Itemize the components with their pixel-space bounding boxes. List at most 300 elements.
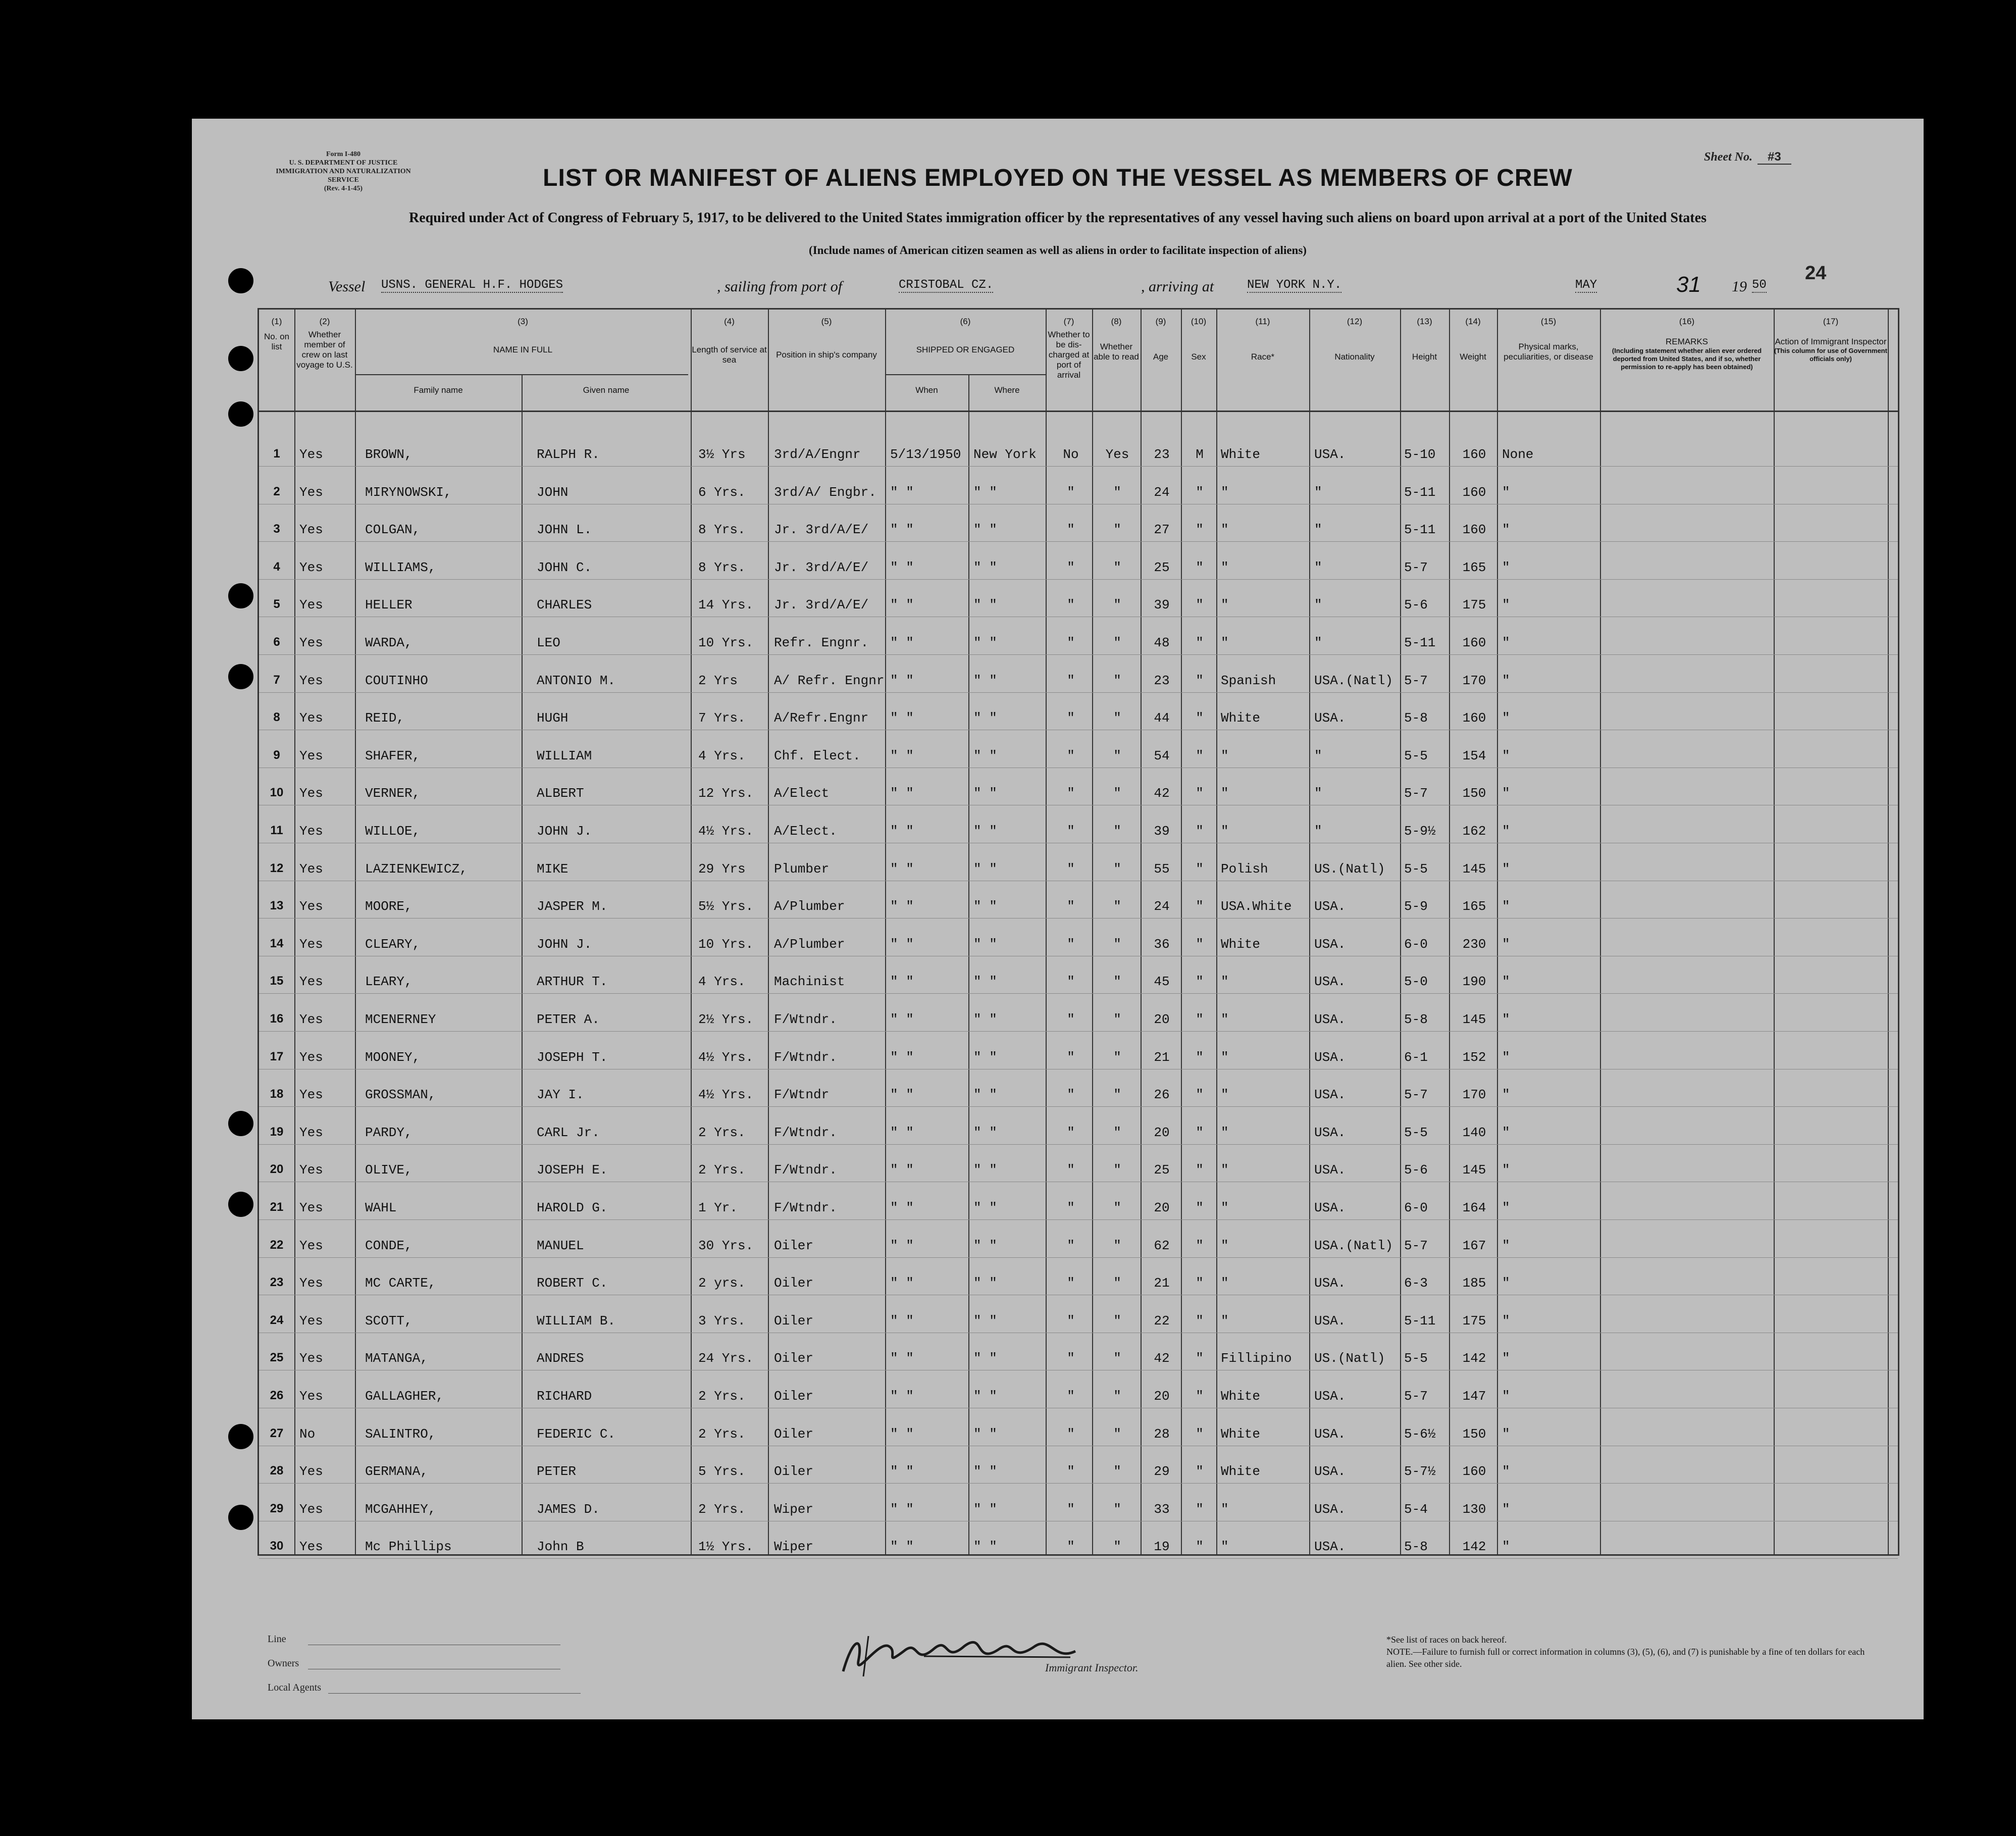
cell-discharged: " bbox=[1067, 974, 1075, 990]
cell-given-name: JOHN bbox=[537, 484, 568, 500]
col-17-number: (17) bbox=[1823, 317, 1839, 326]
cell-length-of-service: 2 Yrs. bbox=[698, 1125, 746, 1140]
cell-age: 23 bbox=[1154, 673, 1170, 688]
cell-physical-marks: " bbox=[1502, 1162, 1510, 1178]
cell-physical-marks: " bbox=[1502, 635, 1510, 650]
cell-physical-marks: " bbox=[1502, 1313, 1510, 1329]
cell-family-name: WAHL bbox=[365, 1200, 397, 1215]
cell-row-number: 1 bbox=[273, 447, 280, 461]
cell-given-name: LEO bbox=[537, 635, 560, 650]
cell-physical-marks: " bbox=[1502, 786, 1510, 801]
cell-able-to-read: " bbox=[1113, 1049, 1121, 1065]
cell-age: 39 bbox=[1154, 597, 1170, 613]
cell-height: 5-7 bbox=[1404, 1087, 1428, 1103]
cell-weight: 142 bbox=[1462, 1351, 1486, 1366]
cell-length-of-service: 2 Yrs bbox=[698, 673, 738, 688]
cell-given-name: PETER bbox=[537, 1464, 577, 1480]
cell-sex: " bbox=[1196, 1313, 1204, 1329]
col-header-height: Height bbox=[1412, 352, 1437, 362]
cell-discharged: No bbox=[1063, 447, 1079, 462]
cell-row-number: 16 bbox=[270, 1012, 284, 1026]
cell-position: F/Wtndr. bbox=[774, 1200, 837, 1215]
cell-weight: 190 bbox=[1462, 974, 1486, 990]
cell-able-to-read: " bbox=[1113, 1539, 1121, 1555]
row-rule bbox=[259, 1031, 1898, 1032]
cell-shipped-when: " " bbox=[890, 1464, 914, 1480]
cell-weight: 230 bbox=[1462, 936, 1486, 952]
cell-race: " bbox=[1221, 1087, 1229, 1103]
cell-crew-last-voyage: Yes bbox=[299, 1501, 323, 1517]
footer-line-label: Line bbox=[268, 1634, 286, 1645]
cell-length-of-service: 7 Yrs. bbox=[698, 710, 746, 726]
cell-race: " bbox=[1221, 1276, 1229, 1291]
cell-given-name: JASPER M. bbox=[537, 899, 608, 914]
cell-nationality: US.(Natl) bbox=[1314, 861, 1385, 877]
cell-position: Oiler bbox=[774, 1389, 814, 1404]
cell-physical-marks: " bbox=[1502, 748, 1510, 763]
cell-age: 22 bbox=[1154, 1313, 1170, 1329]
cell-family-name: GROSSMAN, bbox=[365, 1087, 436, 1103]
cell-length-of-service: 3 Yrs. bbox=[698, 1313, 746, 1329]
col-header-age: Age bbox=[1153, 352, 1169, 362]
cell-weight: 170 bbox=[1462, 673, 1486, 688]
cell-shipped-where: " " bbox=[973, 786, 997, 801]
cell-height: 5-8 bbox=[1404, 1012, 1428, 1027]
cell-position: Chf. Elect. bbox=[774, 748, 861, 763]
cell-discharged: " bbox=[1067, 1426, 1075, 1442]
cell-weight: 154 bbox=[1462, 748, 1486, 763]
cell-given-name: JOSEPH E. bbox=[537, 1162, 608, 1178]
cell-length-of-service: 2 Yrs. bbox=[698, 1389, 746, 1404]
cell-race: " bbox=[1221, 786, 1229, 801]
cell-nationality: " bbox=[1314, 635, 1322, 650]
cell-shipped-when: " " bbox=[890, 673, 914, 688]
cell-family-name: COLGAN, bbox=[365, 522, 421, 538]
cell-crew-last-voyage: No bbox=[299, 1426, 316, 1442]
cell-sex: " bbox=[1196, 559, 1204, 575]
cell-height: 5-5 bbox=[1404, 861, 1428, 877]
cell-able-to-read: " bbox=[1113, 1389, 1121, 1404]
cell-given-name: MANUEL bbox=[537, 1238, 584, 1253]
cell-nationality: USA. bbox=[1314, 1539, 1346, 1555]
cell-height: 5-9½ bbox=[1404, 824, 1436, 839]
cell-given-name: WILLIAM bbox=[537, 748, 592, 763]
cell-shipped-where: " " bbox=[973, 597, 997, 613]
cell-discharged: " bbox=[1067, 786, 1075, 801]
col-header-length-of-service: Length of service at sea bbox=[692, 345, 767, 365]
cell-physical-marks: " bbox=[1502, 484, 1510, 500]
cell-physical-marks: " bbox=[1502, 597, 1510, 613]
cell-weight: 160 bbox=[1462, 522, 1486, 538]
cell-weight: 167 bbox=[1462, 1238, 1486, 1253]
cell-able-to-read: " bbox=[1113, 1162, 1121, 1178]
cell-shipped-where: " " bbox=[973, 1501, 997, 1517]
cell-family-name: MATANGA, bbox=[365, 1351, 428, 1366]
cell-position: 3rd/A/ Engbr. bbox=[774, 484, 876, 500]
cell-age: 33 bbox=[1154, 1501, 1170, 1517]
race-note: *See list of races on back hereof. bbox=[1386, 1635, 1507, 1645]
footer-owners-label: Owners bbox=[268, 1658, 299, 1669]
cell-physical-marks: " bbox=[1502, 1049, 1510, 1065]
cell-given-name: CHARLES bbox=[537, 597, 592, 613]
cell-length-of-service: 24 Yrs. bbox=[698, 1351, 754, 1366]
cell-race: Fillipino bbox=[1221, 1351, 1292, 1366]
cell-row-number: 12 bbox=[270, 861, 284, 875]
cell-length-of-service: 3½ Yrs bbox=[698, 447, 746, 462]
cell-sex: " bbox=[1196, 1200, 1204, 1215]
binder-hole bbox=[228, 1111, 253, 1136]
cell-shipped-where: " " bbox=[973, 710, 997, 726]
binder-hole bbox=[228, 664, 253, 689]
cell-shipped-when: " " bbox=[890, 1539, 914, 1555]
cell-weight: 160 bbox=[1462, 484, 1486, 500]
cell-length-of-service: 2 yrs. bbox=[698, 1276, 746, 1291]
col-8-number: (8) bbox=[1111, 317, 1122, 326]
cell-nationality: USA. bbox=[1314, 936, 1346, 952]
cell-able-to-read: " bbox=[1113, 748, 1121, 763]
cell-crew-last-voyage: Yes bbox=[299, 1125, 323, 1140]
cell-family-name: REID, bbox=[365, 710, 405, 726]
cell-able-to-read: " bbox=[1113, 1464, 1121, 1480]
cell-row-number: 14 bbox=[270, 936, 284, 950]
cell-nationality: USA. bbox=[1314, 710, 1346, 726]
cell-sex: " bbox=[1196, 786, 1204, 801]
row-rule bbox=[259, 541, 1898, 542]
cell-nationality: " bbox=[1314, 748, 1322, 763]
col-header-given-name: Given name bbox=[583, 385, 630, 395]
cell-crew-last-voyage: Yes bbox=[299, 1200, 323, 1215]
cell-height: 5-6 bbox=[1404, 597, 1428, 613]
cell-physical-marks: " bbox=[1502, 1012, 1510, 1027]
cell-shipped-when: " " bbox=[890, 1012, 914, 1027]
arriving-label: , arriving at bbox=[1141, 278, 1214, 295]
cell-race: White bbox=[1221, 1426, 1261, 1442]
cell-family-name: LEARY, bbox=[365, 974, 412, 990]
cell-position: F/Wtndr. bbox=[774, 1162, 837, 1178]
cell-sex: " bbox=[1196, 1049, 1204, 1065]
cell-family-name: OLIVE, bbox=[365, 1162, 412, 1178]
cell-crew-last-voyage: Yes bbox=[299, 899, 323, 914]
cell-shipped-when: " " bbox=[890, 1238, 914, 1253]
cell-discharged: " bbox=[1067, 1501, 1075, 1517]
cell-discharged: " bbox=[1067, 1389, 1075, 1404]
row-rule bbox=[259, 1219, 1898, 1220]
cell-shipped-when: " " bbox=[890, 824, 914, 839]
cell-age: 26 bbox=[1154, 1087, 1170, 1103]
cell-race: " bbox=[1221, 1012, 1229, 1027]
cell-length-of-service: 29 Yrs bbox=[698, 861, 746, 877]
cell-shipped-when: " " bbox=[890, 1276, 914, 1291]
cell-shipped-where: " " bbox=[973, 936, 997, 952]
cell-physical-marks: " bbox=[1502, 1238, 1510, 1253]
cell-race: " bbox=[1221, 522, 1229, 538]
cell-sex: " bbox=[1196, 1351, 1204, 1366]
cell-age: 29 bbox=[1154, 1464, 1170, 1480]
cell-sex: " bbox=[1196, 673, 1204, 688]
cell-given-name: CARL Jr. bbox=[537, 1125, 600, 1140]
footer-agents-rule bbox=[328, 1693, 581, 1694]
col-header-able-to-read: Whether able to read bbox=[1094, 342, 1139, 362]
cell-length-of-service: 6 Yrs. bbox=[698, 484, 746, 500]
cell-given-name: ARTHUR T. bbox=[537, 974, 608, 990]
cell-age: 54 bbox=[1154, 748, 1170, 763]
cell-height: 5-7 bbox=[1404, 559, 1428, 575]
cell-discharged: " bbox=[1067, 1276, 1075, 1291]
col-header-no-on-list: No. on list bbox=[264, 332, 290, 351]
col-header-inspector-detail: (This column for use of Government officials only) bbox=[1774, 347, 1887, 363]
cell-race: White bbox=[1221, 936, 1261, 952]
cell-given-name: ROBERT C. bbox=[537, 1276, 608, 1291]
cell-height: 5-11 bbox=[1404, 522, 1436, 538]
cell-physical-marks: " bbox=[1502, 1389, 1510, 1404]
cell-family-name: CLEARY, bbox=[365, 936, 421, 952]
cell-family-name: MCGAHHEY, bbox=[365, 1501, 436, 1517]
cell-discharged: " bbox=[1067, 1351, 1075, 1366]
cell-nationality: USA. bbox=[1314, 1426, 1346, 1442]
cell-shipped-when: " " bbox=[890, 710, 914, 726]
cell-able-to-read: " bbox=[1113, 824, 1121, 839]
col-2-number: (2) bbox=[319, 317, 330, 326]
cell-sex: " bbox=[1196, 635, 1204, 650]
cell-shipped-where: " " bbox=[973, 522, 997, 538]
cell-height: 5-5 bbox=[1404, 1125, 1428, 1140]
cell-physical-marks: None bbox=[1502, 447, 1534, 462]
cell-crew-last-voyage: Yes bbox=[299, 824, 323, 839]
cell-age: 42 bbox=[1154, 1351, 1170, 1366]
cell-race: USA.White bbox=[1221, 899, 1292, 914]
cell-shipped-where: " " bbox=[973, 748, 997, 763]
cell-weight: 145 bbox=[1462, 1012, 1486, 1027]
cell-sex: " bbox=[1196, 597, 1204, 613]
cell-race: " bbox=[1221, 597, 1229, 613]
cell-sex: " bbox=[1196, 1464, 1204, 1480]
cell-weight: 160 bbox=[1462, 635, 1486, 650]
cell-row-number: 26 bbox=[270, 1389, 284, 1402]
cell-discharged: " bbox=[1067, 1125, 1075, 1140]
cell-height: 6-1 bbox=[1404, 1049, 1428, 1065]
cell-weight: 162 bbox=[1462, 824, 1486, 839]
manifest-sheet bbox=[192, 119, 1924, 1719]
col-14-number: (14) bbox=[1465, 317, 1481, 326]
cell-nationality: USA. bbox=[1314, 1162, 1346, 1178]
cell-row-number: 5 bbox=[273, 597, 280, 611]
cell-row-number: 29 bbox=[270, 1501, 284, 1515]
cell-nationality: USA. bbox=[1314, 899, 1346, 914]
cell-row-number: 17 bbox=[270, 1049, 284, 1063]
cell-shipped-when: 5/13/1950 bbox=[890, 447, 961, 462]
cell-position: F/Wtndr. bbox=[774, 1012, 837, 1027]
row-rule bbox=[259, 1106, 1898, 1107]
cell-given-name: JOHN C. bbox=[537, 559, 592, 575]
footer-notes bbox=[1386, 1634, 1866, 1670]
col-header-family-name: Family name bbox=[413, 385, 463, 395]
cell-given-name: JOHN J. bbox=[537, 824, 592, 839]
cell-family-name: MCENERNEY bbox=[365, 1012, 436, 1027]
cell-family-name: SALINTRO, bbox=[365, 1426, 436, 1442]
cell-family-name: WILLIAMS, bbox=[365, 559, 436, 575]
cell-shipped-when: " " bbox=[890, 936, 914, 952]
cell-shipped-where: " " bbox=[973, 673, 997, 688]
cell-nationality: USA.(Natl) bbox=[1314, 673, 1393, 688]
cell-given-name: RALPH R. bbox=[537, 447, 600, 462]
col-header-remarks: REMARKS bbox=[1665, 337, 1709, 346]
cell-row-number: 30 bbox=[270, 1539, 284, 1553]
cell-family-name: WARDA, bbox=[365, 635, 412, 650]
col-11-number: (11) bbox=[1255, 317, 1270, 326]
cell-sex: " bbox=[1196, 1238, 1204, 1253]
cell-shipped-where: " " bbox=[973, 1389, 997, 1404]
departure-port: CRISTOBAL CZ. bbox=[899, 278, 994, 292]
cell-row-number: 27 bbox=[270, 1426, 284, 1440]
page-number: 24 bbox=[1805, 263, 1827, 284]
cell-family-name: VERNER, bbox=[365, 786, 421, 801]
cell-height: 5-9 bbox=[1404, 899, 1428, 914]
cell-discharged: " bbox=[1067, 1238, 1075, 1253]
cell-able-to-read: " bbox=[1113, 597, 1121, 613]
cell-shipped-where: " " bbox=[973, 559, 997, 575]
cell-height: 5-11 bbox=[1404, 484, 1436, 500]
cell-discharged: " bbox=[1067, 559, 1075, 575]
cell-discharged: " bbox=[1067, 1049, 1075, 1065]
cell-shipped-when: " " bbox=[890, 1426, 914, 1442]
cell-able-to-read: " bbox=[1113, 559, 1121, 575]
cell-able-to-read: " bbox=[1113, 635, 1121, 650]
cell-discharged: " bbox=[1067, 597, 1075, 613]
cell-height: 5-10 bbox=[1404, 447, 1436, 462]
cell-shipped-when: " " bbox=[890, 861, 914, 877]
cell-physical-marks: " bbox=[1502, 1276, 1510, 1291]
cell-nationality: USA. bbox=[1314, 447, 1346, 462]
cell-crew-last-voyage: Yes bbox=[299, 1389, 323, 1404]
cell-discharged: " bbox=[1067, 748, 1075, 763]
col-16-number: (16) bbox=[1679, 317, 1695, 326]
row-rule bbox=[259, 1558, 1898, 1559]
cell-race: " bbox=[1221, 1539, 1229, 1555]
cell-age: 20 bbox=[1154, 1389, 1170, 1404]
cell-family-name: MC CARTE, bbox=[365, 1276, 436, 1291]
cell-shipped-where: " " bbox=[973, 635, 997, 650]
cell-nationality: USA. bbox=[1314, 1200, 1346, 1215]
cell-row-number: 11 bbox=[270, 824, 283, 837]
col-header-race: Race* bbox=[1251, 352, 1275, 362]
cell-physical-marks: " bbox=[1502, 936, 1510, 952]
cell-height: 5-7 bbox=[1404, 786, 1428, 801]
col-3-number: (3) bbox=[518, 317, 528, 326]
col-header-sex: Sex bbox=[1191, 352, 1206, 362]
cell-given-name: ALBERT bbox=[537, 786, 584, 801]
arrival-port: NEW YORK N.Y. bbox=[1247, 278, 1342, 292]
cell-crew-last-voyage: Yes bbox=[299, 447, 323, 462]
col-header-name-in-full: NAME IN FULL bbox=[493, 345, 553, 354]
cell-position: A/Plumber bbox=[774, 936, 845, 952]
cell-height: 5-6 bbox=[1404, 1162, 1428, 1178]
cell-shipped-where: " " bbox=[973, 1087, 997, 1103]
cell-weight: 145 bbox=[1462, 861, 1486, 877]
cell-shipped-when: " " bbox=[890, 522, 914, 538]
cell-physical-marks: " bbox=[1502, 1125, 1510, 1140]
cell-row-number: 22 bbox=[270, 1238, 284, 1252]
cell-row-number: 4 bbox=[273, 559, 280, 574]
year-prefix: 19 bbox=[1732, 278, 1747, 295]
penalty-note: NOTE.—Failure to furnish full or correct information in columns (3), (5), (6), and (7) is punishable by a fine of ten dollars for each alien. See other side. bbox=[1386, 1647, 1865, 1669]
cell-shipped-where: " " bbox=[973, 1238, 997, 1253]
inspector-signature bbox=[833, 1626, 1096, 1687]
cell-nationality: USA. bbox=[1314, 1125, 1346, 1140]
cell-length-of-service: 4 Yrs. bbox=[698, 748, 746, 763]
cell-shipped-when: " " bbox=[890, 1162, 914, 1178]
cell-sex: " bbox=[1196, 748, 1204, 763]
form-identifier: Form I-480 U. S. DEPARTMENT OF JUSTICE IMMIGRATION AND NATURALIZATION SERVICE (Rev. 4-1-45) bbox=[276, 150, 411, 192]
cell-shipped-when: " " bbox=[890, 899, 914, 914]
cell-shipped-where: " " bbox=[973, 1049, 997, 1065]
cell-race: White bbox=[1221, 447, 1261, 462]
cell-able-to-read: " bbox=[1113, 1087, 1121, 1103]
cell-crew-last-voyage: Yes bbox=[299, 1049, 323, 1065]
cell-shipped-where: " " bbox=[973, 1313, 997, 1329]
cell-shipped-when: " " bbox=[890, 1200, 914, 1215]
cell-physical-marks: " bbox=[1502, 824, 1510, 839]
cell-weight: 160 bbox=[1462, 710, 1486, 726]
cell-discharged: " bbox=[1067, 824, 1075, 839]
cell-age: 25 bbox=[1154, 559, 1170, 575]
cell-sex: " bbox=[1196, 710, 1204, 726]
cell-shipped-when: " " bbox=[890, 1501, 914, 1517]
cell-physical-marks: " bbox=[1502, 861, 1510, 877]
cell-able-to-read: " bbox=[1113, 786, 1121, 801]
cell-nationality: USA. bbox=[1314, 1049, 1346, 1065]
cell-row-number: 9 bbox=[273, 748, 280, 762]
cell-length-of-service: 2 Yrs. bbox=[698, 1162, 746, 1178]
col-10-number: (10) bbox=[1191, 317, 1207, 326]
cell-length-of-service: 1½ Yrs. bbox=[698, 1539, 754, 1555]
cell-nationality: USA. bbox=[1314, 1389, 1346, 1404]
cell-row-number: 19 bbox=[270, 1125, 284, 1139]
cell-physical-marks: " bbox=[1502, 974, 1510, 990]
cell-age: 24 bbox=[1154, 899, 1170, 914]
cell-nationality: " bbox=[1314, 786, 1322, 801]
cell-crew-last-voyage: Yes bbox=[299, 1162, 323, 1178]
cell-sex: " bbox=[1196, 1125, 1204, 1140]
col-header-shipped-or-engaged: SHIPPED OR ENGAGED bbox=[916, 345, 1015, 354]
cell-position: Oiler bbox=[774, 1426, 814, 1442]
cell-shipped-where: " " bbox=[973, 974, 997, 990]
cell-age: 48 bbox=[1154, 635, 1170, 650]
cell-length-of-service: 2 Yrs. bbox=[698, 1501, 746, 1517]
col-6-number: (6) bbox=[960, 317, 971, 326]
col-header-position: Position in ship's company bbox=[776, 350, 877, 360]
cell-family-name: MIRYNOWSKI, bbox=[365, 484, 452, 500]
row-rule bbox=[259, 1144, 1898, 1145]
cell-race: White bbox=[1221, 710, 1261, 726]
cell-age: 62 bbox=[1154, 1238, 1170, 1253]
cell-length-of-service: 4 Yrs. bbox=[698, 974, 746, 990]
cell-length-of-service: 2½ Yrs. bbox=[698, 1012, 754, 1027]
cell-row-number: 6 bbox=[273, 635, 280, 649]
cell-discharged: " bbox=[1067, 484, 1075, 500]
cell-given-name: FEDERIC C. bbox=[537, 1426, 616, 1442]
cell-nationality: " bbox=[1314, 824, 1322, 839]
cell-shipped-when: " " bbox=[890, 597, 914, 613]
cell-family-name: MOORE, bbox=[365, 899, 412, 914]
cell-race: White bbox=[1221, 1464, 1261, 1480]
cell-height: 6-0 bbox=[1404, 936, 1428, 952]
cell-given-name: JOHN L. bbox=[537, 522, 592, 538]
sheet-number: Sheet No. #3 bbox=[1704, 150, 1791, 164]
binder-hole bbox=[228, 401, 253, 427]
cell-shipped-when: " " bbox=[890, 786, 914, 801]
col-15-number: (15) bbox=[1540, 317, 1557, 326]
col-header-weight: Weight bbox=[1460, 352, 1486, 362]
